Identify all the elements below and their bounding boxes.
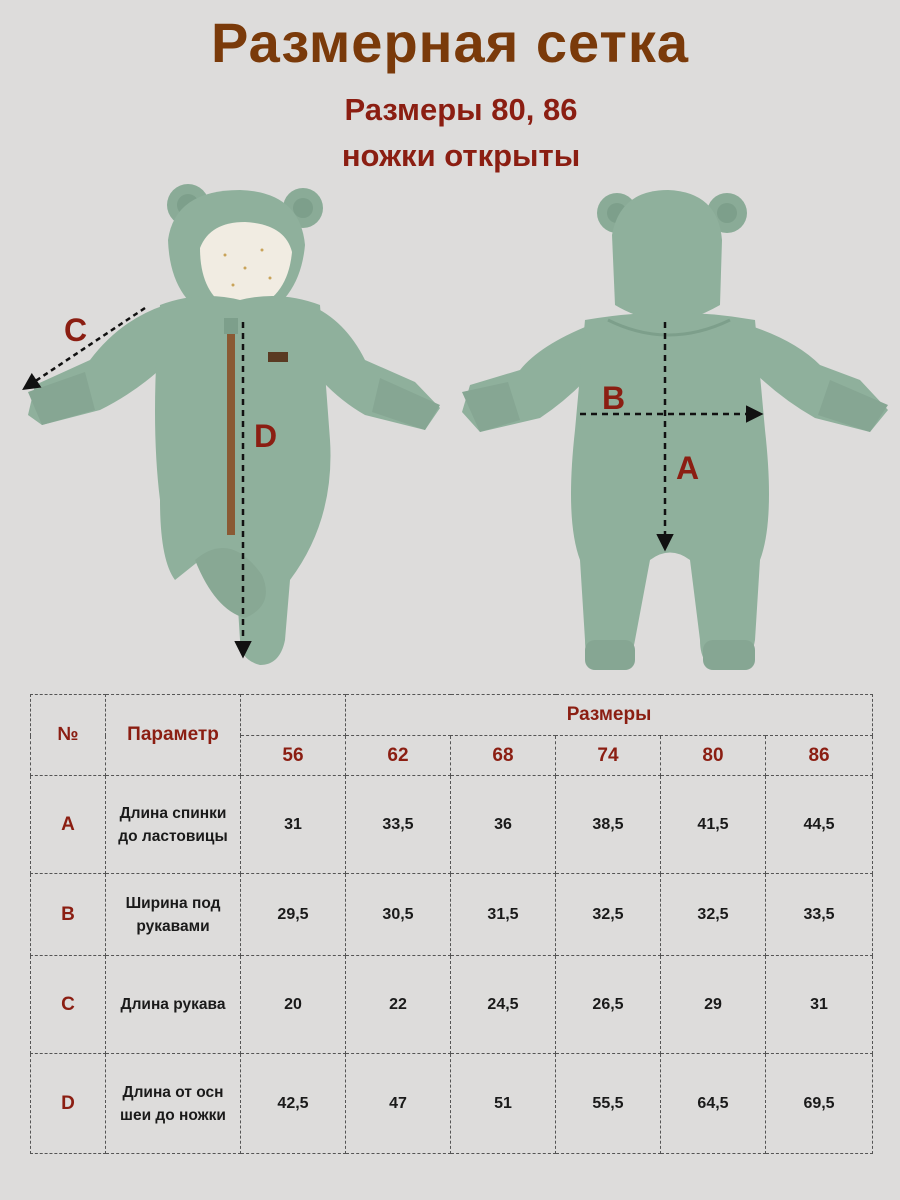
value-cell: 47 [346, 1054, 451, 1154]
value-cell: 24,5 [451, 956, 556, 1054]
value-cell: 51 [451, 1054, 556, 1154]
row-id: C [31, 956, 106, 1054]
value-cell: 44,5 [766, 776, 873, 874]
header-empty [241, 695, 346, 736]
value-cell: 38,5 [556, 776, 661, 874]
back-view [462, 190, 888, 670]
table-header-row [31, 695, 873, 736]
table-row [31, 874, 873, 956]
value-cell: 33,5 [766, 874, 873, 956]
front-view [28, 184, 440, 665]
value-cell: 22 [346, 956, 451, 1054]
value-cell: 26,5 [556, 956, 661, 1054]
row-param: Ширина под рукавами [106, 874, 241, 956]
size-cell: 80 [661, 736, 766, 776]
table-row [31, 1054, 873, 1154]
subtitle-sizes: Размеры 80, 86 [344, 92, 578, 127]
value-cell: 55,5 [556, 1054, 661, 1154]
row-param: Длина рукава [106, 956, 241, 1054]
row-id: A [31, 776, 106, 874]
value-cell: 64,5 [661, 1054, 766, 1154]
header-param: Параметр [106, 695, 241, 776]
row-id: B [31, 874, 106, 956]
size-cell: 68 [451, 736, 556, 776]
table-row [31, 956, 873, 1054]
value-cell: 20 [241, 956, 346, 1054]
value-cell: 31 [766, 956, 873, 1054]
subtitle-legs: ножки открыты [341, 138, 581, 173]
marker-a: A [676, 450, 700, 486]
value-cell: 32,5 [661, 874, 766, 956]
value-cell: 33,5 [346, 776, 451, 874]
garment-illustration [0, 175, 900, 685]
marker-b: B [602, 380, 626, 416]
value-cell: 42,5 [241, 1054, 346, 1154]
value-cell: 30,5 [346, 874, 451, 956]
header-number: № [31, 695, 106, 776]
value-cell: 29,5 [241, 874, 346, 956]
header-sizes: Размеры [346, 695, 873, 736]
row-param: Длина спинки до ластовицы [106, 776, 241, 874]
value-cell: 31,5 [451, 874, 556, 956]
value-cell: 69,5 [766, 1054, 873, 1154]
size-cell: 86 [766, 736, 873, 776]
page-title: Размерная сетка [210, 11, 689, 74]
size-cell: 62 [346, 736, 451, 776]
value-cell: 36 [451, 776, 556, 874]
value-cell: 32,5 [556, 874, 661, 956]
value-cell: 29 [661, 956, 766, 1054]
size-cell: 74 [556, 736, 661, 776]
row-param: Длина от осн шеи до ножки [106, 1054, 241, 1154]
size-table [30, 694, 873, 1154]
marker-c: C [64, 312, 88, 348]
size-cell: 56 [241, 736, 346, 776]
value-cell: 41,5 [661, 776, 766, 874]
marker-d: D [254, 418, 278, 454]
row-id: D [31, 1054, 106, 1154]
value-cell: 31 [241, 776, 346, 874]
table-row [31, 776, 873, 874]
